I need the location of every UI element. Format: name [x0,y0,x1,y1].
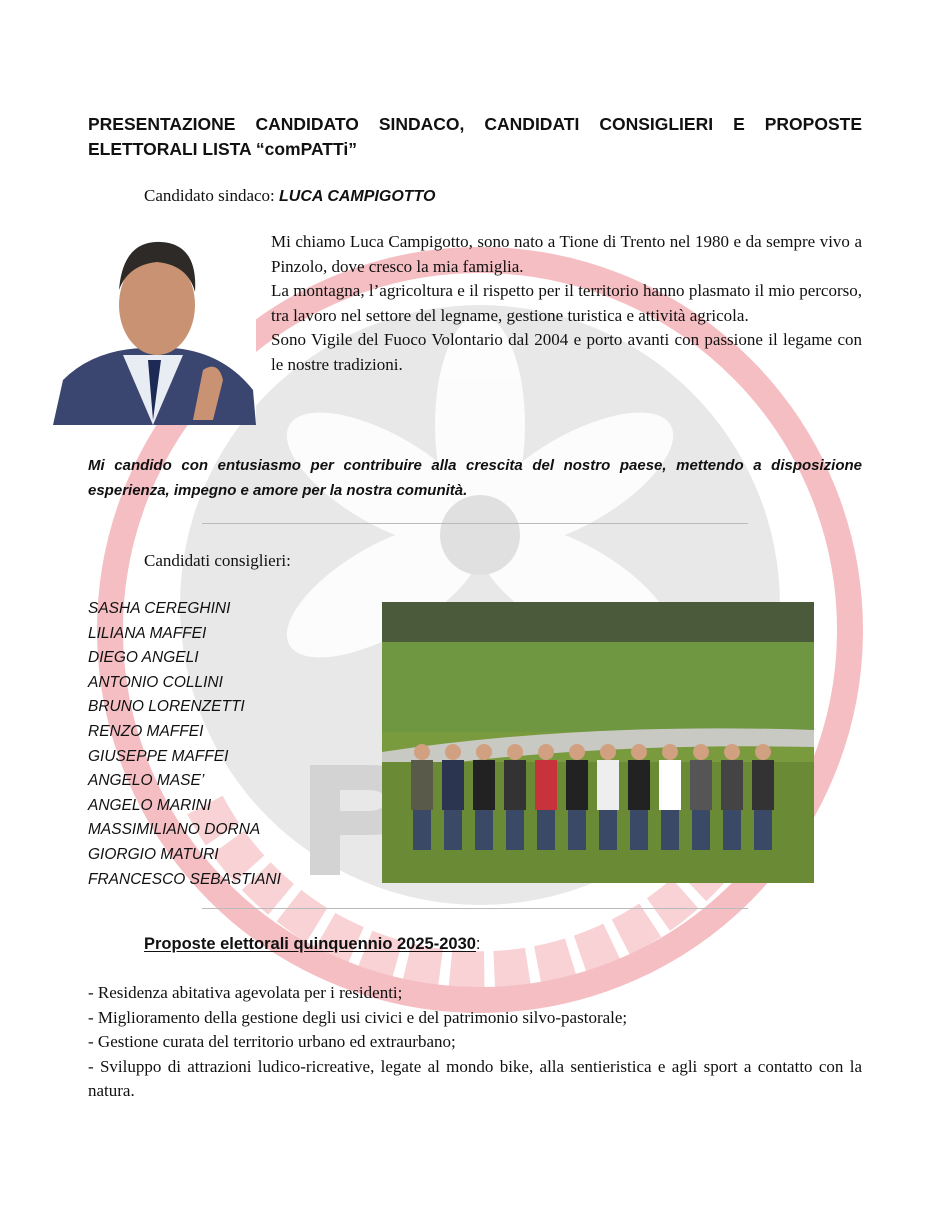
divider [202,908,748,909]
person-head [476,744,492,760]
bio-paragraph: La montagna, l’agricoltura e il rispetto per il territorio hanno plasmato il mio percorso, tra lavoro nel settore del legname, gestione turistica e attività agricola. [271,281,862,325]
person-legs [599,808,617,850]
person-figure [504,760,526,810]
councillor-name: ANTONIO COLLINI [88,673,223,691]
councillor-name: SASHA CEREGHINI [88,600,231,617]
candidate-portrait [53,230,256,425]
councillor-name: DIEGO ANGELI [88,649,199,667]
councillor-name: GIORGIO MATURI [88,845,219,863]
person-head [569,744,585,760]
councillors-label: Candidati consiglieri: [144,551,291,570]
person-figure [597,760,619,810]
person-figure [690,760,712,810]
person-head [445,744,461,760]
divider [202,523,748,524]
person-legs [413,808,431,850]
person-head [507,744,523,760]
proposal-item: - Gestione curata del territorio urbano ed extraurbano; [88,1032,456,1051]
person-legs [661,808,679,850]
title-line-2: ELETTORALI LISTA “comPATTi” [88,139,357,159]
person-figure [721,760,743,810]
councillor-name: ANGELO MARINI [88,796,212,814]
group-photo [382,602,814,883]
candidate-mayor-label: Candidato sindaco: [144,186,280,205]
person-legs [568,808,586,850]
councillors-list [88,597,281,892]
proposal-item: - Sviluppo di attrazioni ludico-ricreative, legate al mondo bike, alla sentieristica e agli sport a contatto con la natura. [88,1056,862,1100]
proposals-list [88,981,862,1104]
proposals-heading-text: Proposte elettorali quinquennio 2025-2030 [144,935,476,953]
person-head [662,744,678,760]
person-head [724,744,740,760]
person-legs [630,808,648,850]
bio-paragraph: Sono Vigile del Fuoco Volontario dal 2004 e porto avanti con passione il legame con le nostre tradizioni. [271,330,862,374]
person-head [693,744,709,760]
bio-paragraph: Mi chiamo Luca Campigotto, sono nato a Tione di Trento nel 1980 e da sempre vivo a Pinzolo, dove cresco la mia famiglia. [271,232,862,276]
person-figure [535,760,557,810]
person-figure [566,760,588,810]
person-head [755,744,771,760]
person-legs [692,808,710,850]
candidate-statement: Mi candido con entusiasmo per contribuire alla crescita del nostro paese, mettendo a disposizione esperienza, impegno e amore per la nostra comunità. [88,457,862,499]
person-figure [442,760,464,810]
page-title [88,112,862,162]
councillor-name: LILIANA MAFFEI [88,624,207,642]
proposals-heading-colon: : [475,935,481,953]
person-legs [537,808,555,850]
councillor-name: ANGELO MASE’ [88,772,205,790]
candidate-mayor-name: LUCA CAMPIGOTTO [279,188,436,205]
person-head [538,744,554,760]
person-figure [473,760,495,810]
councillor-name: MASSIMILIANO DORNA [88,821,261,839]
person-legs [723,808,741,850]
councillor-name: FRANCESCO SEBASTIANI [88,870,281,888]
person-head [631,744,647,760]
councillor-name: BRUNO LORENZETTI [88,698,245,716]
person-head [414,744,430,760]
proposals-heading [144,935,481,954]
title-line-1: PRESENTAZIONE CANDIDATO SINDACO, CANDIDATI CONSIGLIERI E PROPOSTE [88,114,862,134]
person-legs [475,808,493,850]
person-head [600,744,616,760]
candidate-mayor [144,186,435,206]
councillor-name: RENZO MAFFEI [88,722,204,740]
proposal-item: - Miglioramento della gestione degli usi civici e del patrimonio silvo-pastorale; [88,1007,628,1027]
person-figure [411,760,433,810]
councillor-name: GIUSEPPE MAFFEI [88,747,229,765]
proposal-item: - Residenza abitativa agevolata per i residenti; [88,983,403,1002]
person-legs [754,808,772,850]
person-figure [628,760,650,810]
person-legs [506,808,524,850]
person-figure [752,760,774,810]
person-legs [444,808,462,850]
person-figure [659,760,681,810]
candidate-bio [271,230,862,377]
